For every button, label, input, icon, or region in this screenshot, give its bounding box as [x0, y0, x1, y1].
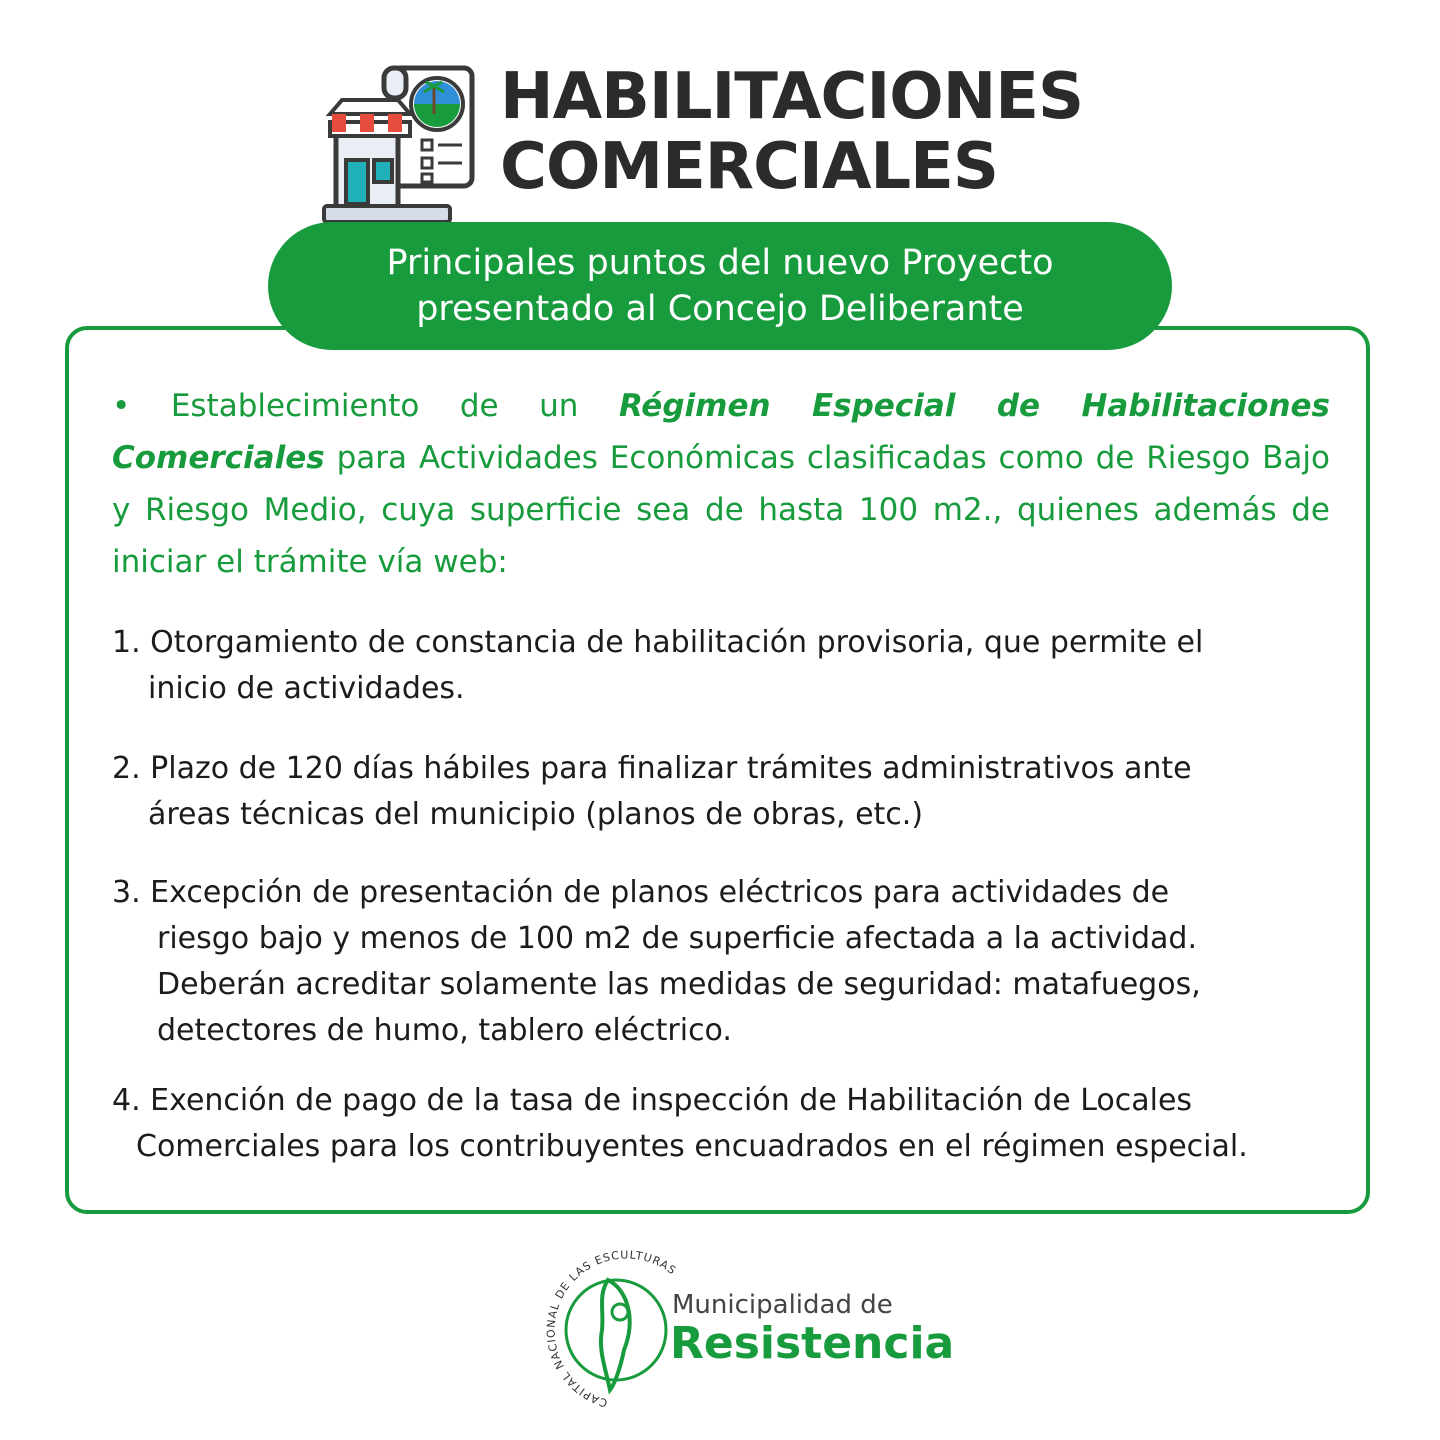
banner-line-1: Principales puntos del nuevo Proyecto	[386, 243, 1054, 283]
municipal-seal-logo	[528, 1240, 688, 1410]
list-item-4-line-2: Comerciales para los contribuyentes encuadrados en el régimen especial.	[136, 1129, 1248, 1164]
intro-rest: para Actividades Económicas clasificadas como de Riesgo Bajo y Riesgo Medio, cuya superficie sea de hasta 100 m2., quienes además de iniciar el trámite vía web:	[112, 440, 1330, 580]
intro-emphasis: Régimen Especial de Habilitaciones Comerciales	[112, 388, 1330, 476]
list-item-2	[112, 746, 1192, 838]
banner-line-2: presentado al Concejo Deliberante	[416, 289, 1024, 329]
store-and-document-icon	[322, 64, 482, 226]
title-line-1: HABILITACIONES	[500, 60, 1084, 134]
page-title	[500, 62, 1083, 202]
title-line-2: COMERCIALES	[500, 130, 998, 204]
seal-text: CAPITAL NACIONAL DE LAS ESCULTURAS	[544, 1248, 679, 1410]
list-item-3	[112, 870, 1201, 1054]
list-item-3-line-2: riesgo bajo y menos de 100 m2 de superficie afectada a la actividad.	[157, 921, 1198, 956]
list-item-2-line-1: 2. Plazo de 120 días hábiles para finalizar trámites administrativos ante	[112, 751, 1192, 786]
list-item-3-line-1: 3. Excepción de presentación de planos eléctricos para actividades de	[112, 875, 1170, 910]
list-item-3-line-4: detectores de humo, tablero eléctrico.	[157, 1013, 732, 1048]
org-name-line-2: Resistencia	[670, 1318, 955, 1369]
list-item-4	[112, 1078, 1248, 1170]
list-item-3-line-3: Deberán acreditar solamente las medidas de seguridad: matafuegos,	[157, 967, 1201, 1002]
list-item-1-line-1: 1. Otorgamiento de constancia de habilitación provisoria, que permite el	[112, 625, 1204, 660]
list-item-1	[112, 620, 1203, 712]
list-item-4-line-1: 4. Exención de pago de la tasa de inspección de Habilitación de Locales	[112, 1083, 1193, 1118]
org-name-line-1: Municipalidad de	[672, 1290, 893, 1320]
subtitle-banner	[268, 222, 1172, 350]
bullet: •	[112, 388, 131, 424]
list-item-1-line-2: inicio de actividades.	[148, 671, 465, 706]
intro-paragraph	[112, 380, 1330, 588]
list-item-2-line-2: áreas técnicas del municipio (planos de obras, etc.)	[148, 797, 924, 832]
intro-lead: Establecimiento de un	[170, 388, 579, 424]
